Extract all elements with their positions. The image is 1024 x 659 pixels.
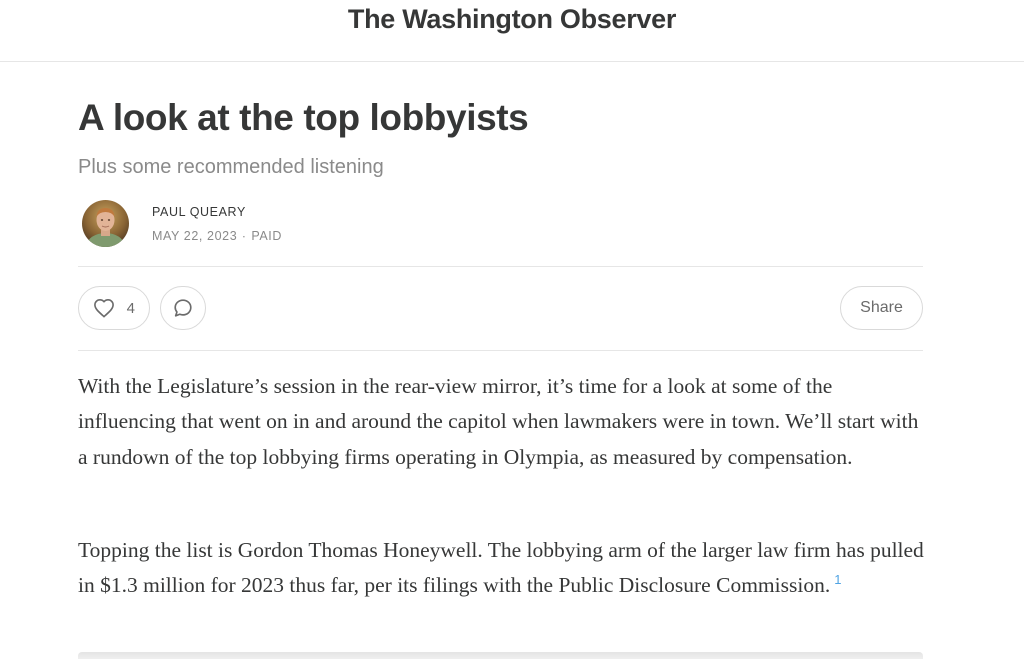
author-name[interactable]: PAUL QUEARY <box>152 205 246 219</box>
avatar-photo <box>82 200 129 247</box>
comment-icon <box>172 297 194 319</box>
divider-bottom <box>78 350 923 351</box>
post-date: MAY 22, 2023 <box>152 229 238 243</box>
post-title: A look at the top lobbyists <box>78 97 529 138</box>
paragraph-2-text: Topping the list is Gordon Thomas Honeywell. The lobbying arm of the larger law firm has pulled in $1.3 million for 2023 thus far, per its filings with the Public Disclosure Commission. <box>78 538 924 598</box>
body-paragraph-2 <box>78 533 928 604</box>
site-header <box>0 0 1024 62</box>
share-button[interactable]: Share <box>840 286 923 330</box>
author-avatar[interactable] <box>82 200 129 247</box>
footnote-link[interactable]: 1 <box>834 572 842 588</box>
like-count: 4 <box>126 299 135 317</box>
body-paragraph-1: With the Legislature’s session in the rear-view mirror, it’s time for a look at some of the influencing that went on in and around the capitol when lawmakers were in town. We’ll start with a rundown of the top lobbying firms operating in Olympia, as measured by compensation. <box>78 374 919 469</box>
heart-icon <box>93 298 115 318</box>
post-meta <box>152 229 282 243</box>
access-badge: PAID <box>251 229 282 243</box>
divider-top <box>78 266 923 267</box>
like-button[interactable] <box>78 286 150 330</box>
meta-separator: ∙ <box>242 229 247 243</box>
embedded-content-edge <box>78 652 923 659</box>
site-title[interactable]: The Washington Observer <box>347 4 677 34</box>
post-subtitle: Plus some recommended listening <box>78 156 384 178</box>
comment-button[interactable] <box>160 286 206 330</box>
